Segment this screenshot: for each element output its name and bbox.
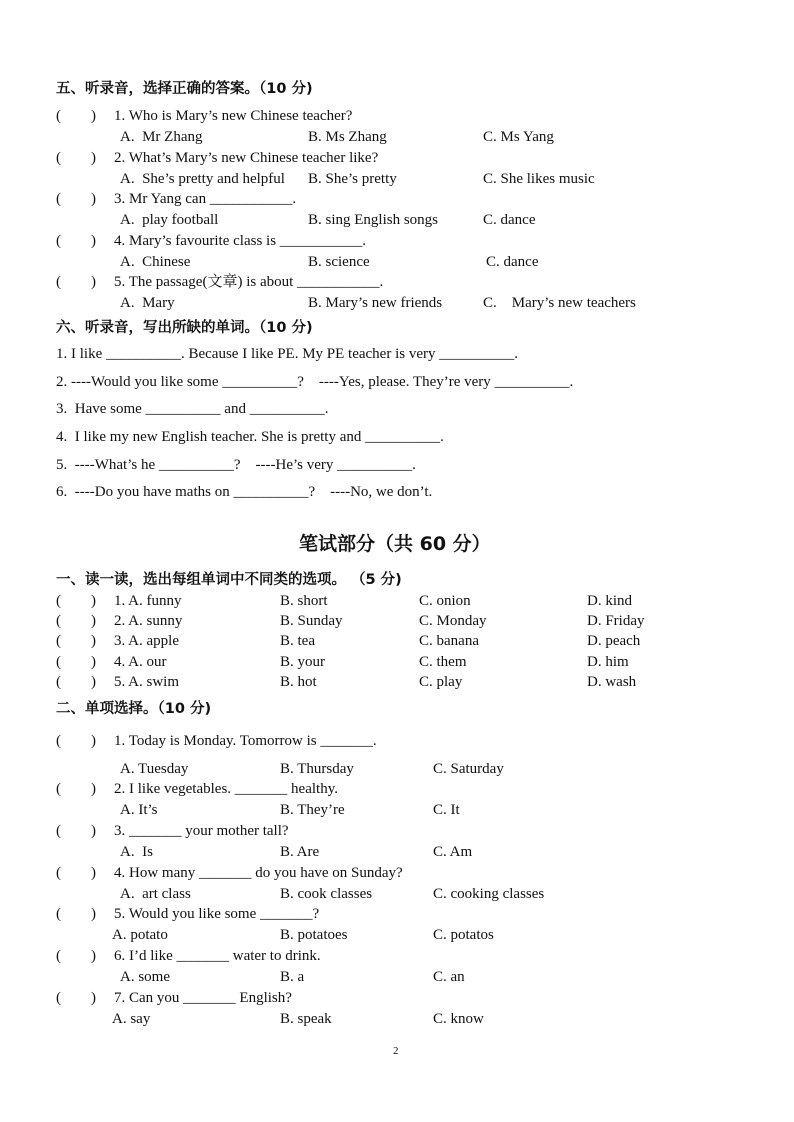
written-part-title: 笔试部分（共 60 分） (299, 533, 491, 555)
option-a: A. She’s pretty and helpful (120, 171, 285, 187)
question-text: 7. Can you _______ English? (114, 990, 292, 1006)
answer-bracket[interactable]: ( ) (56, 233, 96, 249)
fill-line-6[interactable]: 6. ----Do you have maths on __________? ----No, we don’t. (56, 484, 433, 500)
option-a: 3. A. apple (114, 633, 179, 649)
question-text: 5. The passage(文章) is about ___________. (114, 274, 384, 290)
option-a: 4. A. our (114, 654, 167, 670)
option-d: D. Friday (587, 613, 645, 629)
option-b: B. science (308, 254, 370, 270)
option-a: A. Chinese (120, 254, 191, 270)
fill-line-5[interactable]: 5. ----What’s he __________? ----He’s very __________. (56, 457, 416, 473)
option-b: B. Ms Zhang (308, 129, 387, 145)
option-c: C. Am (433, 844, 473, 860)
option-d: D. kind (587, 593, 632, 609)
option-c: C. Saturday (433, 761, 504, 777)
written-section-2-heading: 二、单项选择。（10 分) (56, 701, 212, 717)
option-b: B. cook classes (280, 886, 373, 902)
answer-bracket[interactable]: ( ) (56, 733, 96, 749)
answer-bracket[interactable]: ( ) (56, 865, 96, 881)
fill-line-2[interactable]: 2. ----Would you like some __________? ----Yes, please. They’re very __________. (56, 374, 574, 390)
option-a: A. Mary (120, 295, 175, 311)
option-c: C. know (433, 1011, 484, 1027)
question-text: 2. I like vegetables. _______ healthy. (114, 781, 338, 797)
answer-bracket[interactable]: ( ) (56, 654, 96, 670)
option-b: B. She’s pretty (308, 171, 397, 187)
option-a: A. say (112, 1011, 151, 1027)
question-text: 4. How many _______ do you have on Sunday? (114, 865, 403, 881)
option-b: B. hot (280, 674, 317, 690)
answer-bracket[interactable]: ( ) (56, 633, 96, 649)
option-b: B. Sunday (280, 613, 343, 629)
option-a: 5. A. swim (114, 674, 180, 690)
question-text: 1. Who is Mary’s new Chinese teacher? (114, 108, 353, 124)
option-c: C. dance (486, 254, 539, 270)
option-c: C. It (433, 802, 460, 818)
answer-bracket[interactable]: ( ) (56, 906, 96, 922)
page-number: 2 (393, 1045, 399, 1057)
answer-bracket[interactable]: ( ) (56, 108, 96, 124)
option-b: B. tea (280, 633, 315, 649)
written-section-1-heading: 一、读一读，选出每组单词中不同类的选项。 （5 分) (56, 572, 402, 588)
option-b: B. Mary’s new friends (308, 295, 443, 311)
answer-bracket[interactable]: ( ) (56, 990, 96, 1006)
answer-bracket[interactable]: ( ) (56, 674, 96, 690)
answer-bracket[interactable]: ( ) (56, 948, 96, 964)
option-b: B. sing English songs (308, 212, 439, 228)
answer-bracket[interactable]: ( ) (56, 150, 96, 166)
option-a: A. play football (120, 212, 219, 228)
question-text: 3. _______ your mother tall? (114, 823, 289, 839)
option-c: C. onion (419, 593, 471, 609)
option-c: C. Monday (419, 613, 487, 629)
option-c: C. Mary’s new teachers (483, 295, 636, 311)
answer-bracket[interactable]: ( ) (56, 274, 96, 290)
fill-line-1[interactable]: 1. I like __________. Because I like PE. My PE teacher is very __________. (56, 346, 518, 362)
section-6-heading: 六、听录音，写出所缺的单词。（10 分) (56, 320, 313, 336)
option-c: C. Ms Yang (483, 129, 554, 145)
option-a: A. Is (120, 844, 153, 860)
answer-bracket[interactable]: ( ) (56, 191, 96, 207)
option-a: A. potato (112, 927, 168, 943)
fill-line-3[interactable]: 3. Have some __________ and __________. (56, 401, 329, 417)
option-c: C. cooking classes (433, 886, 545, 902)
option-b: B. a (280, 969, 305, 985)
option-c: C. banana (419, 633, 479, 649)
option-d: D. peach (587, 633, 641, 649)
option-d: D. wash (587, 674, 637, 690)
option-a: A. It’s (120, 802, 158, 818)
option-c: C. She likes music (483, 171, 595, 187)
answer-bracket[interactable]: ( ) (56, 823, 96, 839)
question-text: 4. Mary’s favourite class is ___________. (114, 233, 367, 249)
option-d: D. him (587, 654, 629, 670)
option-a: A. Mr Zhang (120, 129, 203, 145)
answer-bracket[interactable]: ( ) (56, 613, 96, 629)
question-text: 2. What’s Mary’s new Chinese teacher like? (114, 150, 379, 166)
option-b: B. short (280, 593, 328, 609)
option-b: B. Are (280, 844, 320, 860)
section-5-heading: 五、听录音，选择正确的答案。（10 分) (56, 81, 313, 97)
option-c: C. potatos (433, 927, 494, 943)
option-b: B. speak (280, 1011, 332, 1027)
option-a: A. art class (120, 886, 191, 902)
question-text: 5. Would you like some _______? (114, 906, 320, 922)
answer-bracket[interactable]: ( ) (56, 593, 96, 609)
question-text: 6. I’d like _______ water to drink. (114, 948, 321, 964)
option-c: C. play (419, 674, 463, 690)
option-a: A. some (120, 969, 170, 985)
option-c: C. an (433, 969, 465, 985)
answer-bracket[interactable]: ( ) (56, 781, 96, 797)
question-text: 3. Mr Yang can ___________. (114, 191, 297, 207)
option-b: B. Thursday (280, 761, 354, 777)
option-b: B. They’re (280, 802, 345, 818)
option-b: B. your (280, 654, 325, 670)
option-b: B. potatoes (280, 927, 348, 943)
option-c: C. dance (483, 212, 536, 228)
option-a: A. Tuesday (120, 761, 189, 777)
fill-line-4[interactable]: 4. I like my new English teacher. She is pretty and __________. (56, 429, 444, 445)
option-a: 2. A. sunny (114, 613, 183, 629)
question-text: 1. Today is Monday. Tomorrow is _______. (114, 733, 377, 749)
option-a: 1. A. funny (114, 593, 182, 609)
option-c: C. them (419, 654, 467, 670)
